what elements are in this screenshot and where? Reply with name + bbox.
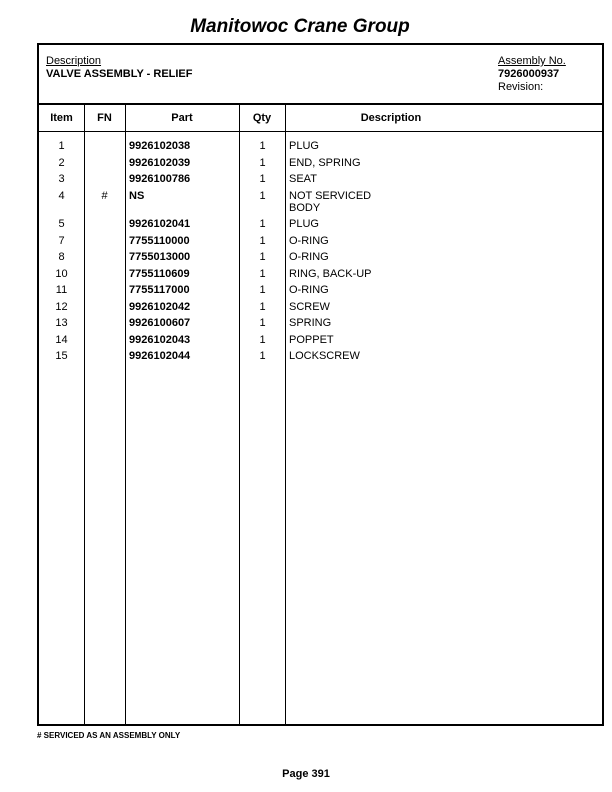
description-line: O-RING: [289, 284, 329, 296]
table-row: [39, 218, 602, 230]
description-cell: [289, 350, 589, 362]
part-number-cell: 9926100786: [129, 173, 191, 185]
col-header-part: Part: [171, 112, 193, 124]
description-line: PLUG: [289, 140, 319, 152]
description-line: O-RING: [289, 251, 329, 263]
description-cell: [289, 317, 589, 329]
description-cell: [289, 284, 589, 296]
qty-cell: 1: [259, 173, 266, 185]
qty-cell: 1: [259, 350, 266, 362]
item-cell: 13: [55, 317, 68, 329]
table-row: [39, 301, 602, 313]
part-number-cell: 9926100607: [129, 317, 191, 329]
item-cell: 11: [55, 284, 68, 296]
header-description-block: [46, 55, 193, 81]
table-row: [39, 173, 602, 185]
description-cell: [289, 190, 589, 214]
description-cell: [289, 235, 589, 247]
description-line: PLUG: [289, 218, 319, 230]
item-cell: 15: [55, 350, 68, 362]
item-cell: 10: [55, 267, 68, 280]
table-row: [39, 157, 602, 169]
qty-cell: 1: [259, 189, 266, 202]
item-cell: 7: [58, 234, 65, 247]
part-number-cell: 9926102041: [129, 218, 191, 230]
part-number-cell: 9926102044: [129, 350, 191, 362]
part-number-cell: 9926102042: [129, 300, 191, 313]
column-header-row: [39, 105, 602, 132]
table-row: [39, 235, 602, 247]
qty-cell: 1: [259, 267, 266, 280]
part-number-cell: 7755117000: [129, 284, 190, 296]
qty-cell: 1: [259, 156, 266, 169]
qty-cell: 1: [259, 317, 266, 329]
part-number-cell: 9926102039: [129, 156, 191, 169]
description-line: RING, BACK-UP: [289, 267, 372, 280]
table-row: [39, 284, 602, 296]
description-cell: [289, 268, 589, 280]
qty-cell: 1: [259, 284, 266, 296]
description-line: O-RING: [289, 234, 329, 247]
part-number-cell: 7755110609: [129, 267, 190, 280]
description-line-2: BODY: [289, 201, 321, 214]
description-value: VALVE ASSEMBLY - RELIEF: [46, 68, 193, 80]
part-number-cell: 9926102043: [129, 333, 191, 346]
part-number-cell: 9926102038: [129, 140, 191, 152]
company-title: Manitowoc Crane Group: [190, 16, 410, 37]
description-cell: [289, 157, 589, 169]
table-row: [39, 268, 602, 280]
qty-cell: 1: [259, 300, 266, 313]
revision-label: Revision:: [498, 81, 544, 93]
table-row: [39, 350, 602, 362]
description-line: POPPET: [289, 333, 334, 346]
assembly-label: Assembly No.: [498, 55, 566, 67]
description-cell: [289, 140, 589, 152]
description-cell: [289, 301, 589, 313]
description-line: NOT SERVICED: [289, 189, 372, 202]
table-row: [39, 190, 602, 214]
description-line: LOCKSCREW: [289, 350, 360, 362]
description-line: SPRING: [289, 317, 332, 329]
parts-table-body: [39, 140, 602, 367]
description-cell: [289, 173, 589, 185]
qty-cell: 1: [259, 333, 266, 346]
part-number-cell: 7755110000: [129, 234, 190, 247]
table-row: [39, 251, 602, 263]
qty-cell: 1: [259, 218, 266, 230]
description-cell: [289, 251, 589, 263]
item-cell: 4: [58, 189, 65, 202]
col-header-qty: Qty: [252, 112, 272, 124]
footnote: # SERVICED AS AN ASSEMBLY ONLY: [37, 731, 181, 740]
item-cell: 1: [58, 140, 65, 152]
col-header-description: Description: [360, 112, 422, 124]
description-cell: [289, 334, 589, 346]
fn-cell: #: [101, 189, 108, 202]
part-number-cell: 7755013000: [129, 251, 191, 263]
table-row: [39, 334, 602, 346]
description-label: Description: [46, 55, 102, 67]
qty-cell: 1: [259, 234, 266, 247]
header-assembly-block: [498, 55, 566, 94]
description-cell: [289, 218, 589, 230]
qty-cell: 1: [259, 251, 266, 263]
item-cell: 8: [58, 251, 65, 263]
description-line: END, SPRING: [289, 156, 361, 169]
item-cell: 2: [58, 156, 65, 169]
page-number: Page 391: [282, 768, 330, 780]
table-row: [39, 317, 602, 329]
item-cell: 3: [58, 173, 65, 185]
part-number-cell: NS: [129, 189, 145, 202]
item-cell: 12: [55, 300, 68, 313]
table-row: [39, 140, 602, 152]
assembly-number: 7926000937: [498, 68, 560, 80]
col-header-fn: FN: [97, 112, 112, 124]
item-cell: 14: [55, 333, 68, 346]
description-line: SCREW: [289, 300, 330, 313]
parts-list-frame: [37, 43, 604, 726]
description-line: SEAT: [289, 173, 317, 185]
qty-cell: 1: [259, 140, 266, 152]
col-header-item: Item: [50, 112, 73, 124]
item-cell: 5: [58, 218, 65, 230]
